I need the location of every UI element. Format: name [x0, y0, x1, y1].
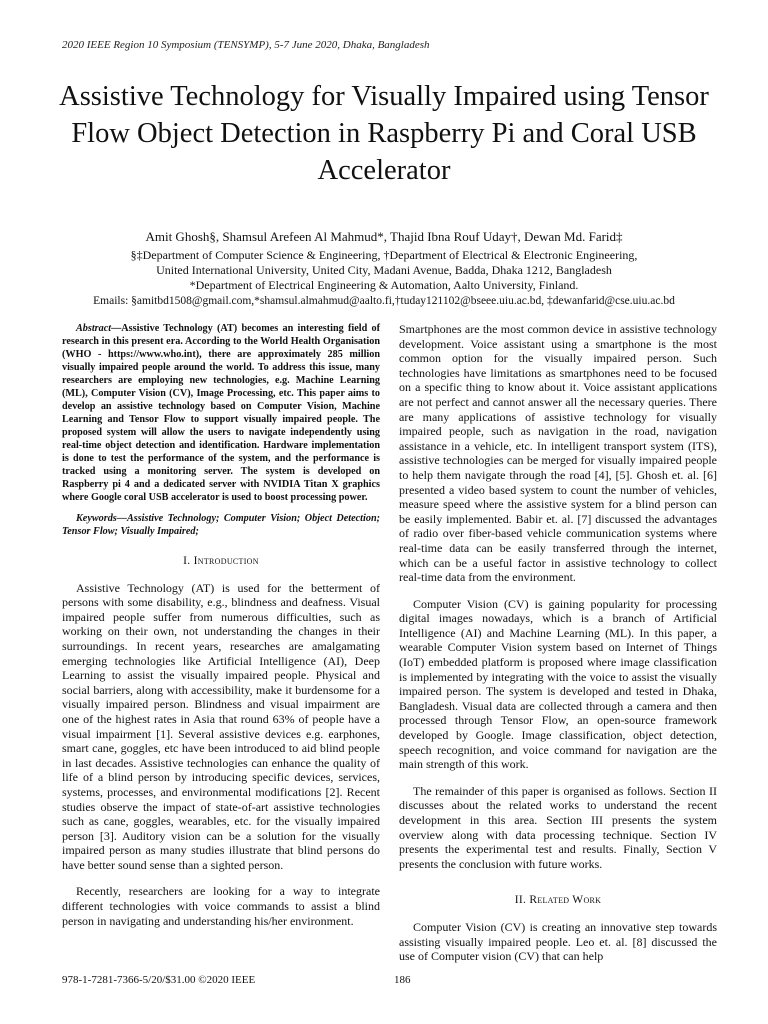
intro-paragraph-2: Recently, researchers are looking for a way to integrate different technologies with voice commands to assist a blind person in navigating and understanding his/her environment.	[62, 884, 380, 928]
author-emails: Emails: §amitbd1508@gmail.com,*shamsul.almahmud@aalto.fi,†tuday121102@bseee.uiu.ac.bd, ‡dewanfarid@cse.uiu.ac.bd	[93, 295, 675, 307]
affiliation-line-3: *Department of Electrical Engineering & Automation, Aalto University, Finland.	[189, 278, 579, 292]
conference-header: 2020 IEEE Region 10 Symposium (TENSYMP), 5-7 June 2020, Dhaka, Bangladesh	[62, 39, 430, 51]
intro-paragraph-3: Smartphones are the most common device in assistive technology development. Voice assistant using a smartphone is the most common option for the visually impaired person. Such technologies have limitations as smartphones need to be focused on a specific thing to know about it. Voice assistant applications are not perfect and cannot answer all the necessary queries. There are many applications of assistive technology for visually impaired people, such as navigation in the road, navigation assistance in a vehicle, etc. In intelligent transport system (ITS), assistive technologies can be merged for visually impaired people to help them navigate through the road [4], [5]. Ghosh et. al. [6] presented a video based system to count the number of vehicles, measure speed where the assistive system for a blind person can be easily implemented. Babir et. al. [7] discussed the advantages of radio over fiber-based vehicle communication systems where real-time data can be easily transferred through the internet, which can be a useful factor in assistive technology to collect real-time data from the environment.	[399, 322, 717, 585]
abstract-lead: Abstract	[76, 323, 112, 334]
page-number: 186	[394, 974, 411, 986]
abstract	[62, 322, 380, 504]
left-column	[62, 322, 380, 928]
author-list: Amit Ghosh§, Shamsul Arefeen Al Mahmud*, Thajid Ibna Rouf Uday†, Dewan Md. Farid‡	[145, 229, 623, 244]
intro-paragraph-1: Assistive Technology (AT) is used for the betterment of persons with some disability, e.g., blindness and deafness. Visual impaired people suffer from numerous difficulties, such as working on their own, not understanding the changes in their surroundings. In recent years, researches are amalgamating emerging technologies like Artificial Intelligence (AI), Deep Learning to assist the visually impaired people. Physical and social barriers, along with accessibility, make it burdensome for a visually impaired person. Blindness and visual impairment are one of the highest rates in Asia that round 63% of people have a visual impairment [1]. Several assistive devices e.g. earphones, smart cane, goggles, etc have been introduced to aid blind people in last decades. Assistive technologies can enhance the quality of life of a blind person by introducing specific devices, services, systems, processes, and environmental modifications [2]. Recent studies observe the impact of state-of-art assistive technologies such as cane, goggles, wearables, etc. for the visually impaired person [3]. Auditory vision can be a solution for the visually impaired person as many studies illustrate that blind persons do have better sound sense than a sighted person.	[62, 580, 380, 872]
affiliation-line-2: United International University, United City, Madani Avenue, Badda, Dhaka 1212, Bangladesh	[156, 263, 612, 277]
section-heading-related-work: II. Related Work	[514, 894, 602, 907]
section-heading-introduction: I. Introduction	[183, 555, 259, 567]
paper-title: Assistive Technology for Visually Impaired using Tensor Flow Object Detection in Raspberry Pi and Coral USB Accelerator	[59, 81, 709, 186]
abstract-text: —Assistive Technology (AT) becomes an interesting field of research in this present era. According to the World Health Organisation (WHO - https://www.who.int), there are approximately 285 million visually impaired people around the world. To address this issue, many researchers are employing new technologies, e.g. Machine Learning (ML), Computer Vision (CV), Image Processing, etc. This paper aims to develop an assistive technology based on Computer Vision, Machine Learning and Tensor Flow to support visually impaired people. The proposed system will allow the users to navigate independently using real-time object detection and identification. Hardware implementation is done to test the performance of the system, and the performance is tracked using a monitoring server. The system is developed on Raspberry pi 4 and a dedicated server with NVIDIA Titan X graphics where Google coral USB accelerator is used to boost processing power.	[62, 323, 380, 503]
intro-paragraph-4: Computer Vision (CV) is gaining popularity for processing digital images nowadays, which is a branch of Artificial Intelligence (AI) and Machine Learning (ML). In this paper, a wearable Computer Vision system based on Internet of Things (IoT) embedded platform is proposed where image classification is implemented by integrating with the voice to assist the visually impaired person. The system is developed and tested in Dhaka, Bangladesh. Visual data are collected through a camera and then processed through Tensor Flow, an open-source framework developed by Google. Image classification, object detection, speech recognition, and voice command for navigation are the main strength of this work.	[399, 596, 717, 772]
keywords: Keywords—Assistive Technology; Computer Vision; Object Detection; Tensor Flow; Visually Impaired;	[62, 513, 380, 537]
related-work-paragraph-1: Computer Vision (CV) is creating an innovative step towards assisting visually impaired people. Leo et. al. [8] discussed the use of Computer vision (CV) that can help	[399, 919, 717, 964]
affiliation-line-1: §‡Department of Computer Science & Engineering, †Department of Electrical & Electronic Engineering,	[130, 248, 638, 262]
intro-paragraph-5: The remainder of this paper is organised as follows. Section II discusses about the related works to understand the recent development in this area. Section III presents the system overview along with data processing technique. Section IV presents the experimental test and results. Finally, Section V presents the conclusion with future works.	[399, 783, 717, 871]
right-column	[399, 322, 717, 964]
footer-isbn: 978-1-7281-7366-5/20/$31.00 ©2020 IEEE	[62, 974, 256, 986]
